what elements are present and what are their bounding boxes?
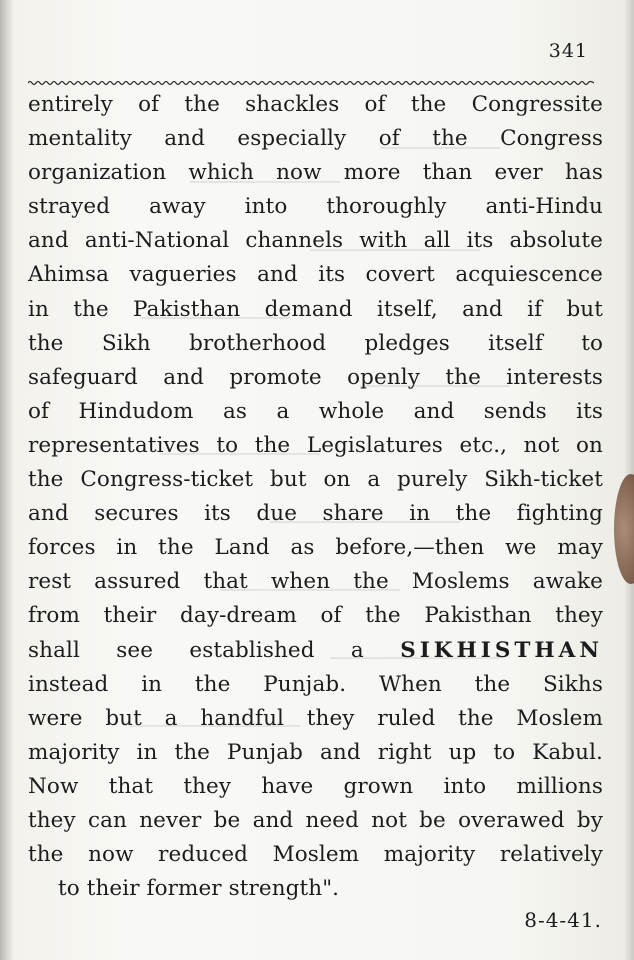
text-line-final: to their former strength". [58,876,340,902]
text-line: they can never be and need not be overawed by [28,807,603,833]
text-line: rest assured that when the Moslems awake [28,569,603,595]
text-line: Now that they have grown into millions [28,773,603,799]
text-line: of Hindudom as a whole and sends its [28,398,603,424]
text-line: organization which now more than ever has [28,160,603,186]
text-line: in the Pakisthan demand itself, and if but [28,296,603,322]
wavy-rule-path [28,82,594,85]
page-number: 341 [548,40,588,62]
text-line: majority in the Punjab and right up to Kabul. [28,739,603,765]
text-line: forces in the Land as before,—then we may [28,535,603,561]
header-wavy-rule [28,80,594,86]
text-line: were but a handful they ruled the Moslem [28,705,603,731]
text-line: representatives to the Legislatures etc., not on [28,432,603,458]
text-line: instead in the Punjab. When the Sikhs [28,671,603,697]
text-line: safeguard and promote openly the interests [28,364,603,390]
text-line: and secures its due share in the fighting [28,501,603,527]
body-text [28,88,603,906]
text-line-prefix: shall see established a [28,637,364,663]
text-line: from their day-dream of the Pakisthan they [28,603,603,629]
page-tab-mark [614,474,634,584]
text-line: and anti-National channels with all its absolute [28,228,603,254]
emphasis-word: SIKHISTHAN [400,637,603,663]
text-line: entirely of the shackles of the Congressite [28,92,603,117]
text-line: the Sikh brotherhood pledges itself to [28,330,603,356]
text-line: the Congress-ticket but on a purely Sikh-ticket [28,467,603,493]
date-signature: 8-4-41. [524,908,602,932]
text-line: strayed away into thoroughly anti-Hindu [28,194,603,220]
text-line-emphasis [28,634,603,668]
text-line: Ahimsa vagueries and its covert acquiescence [28,262,603,288]
text-line: mentality and especially of the Congress [28,126,603,152]
binding-shadow [0,0,14,960]
text-line: the now reduced Moslem majority relatively [28,842,603,868]
